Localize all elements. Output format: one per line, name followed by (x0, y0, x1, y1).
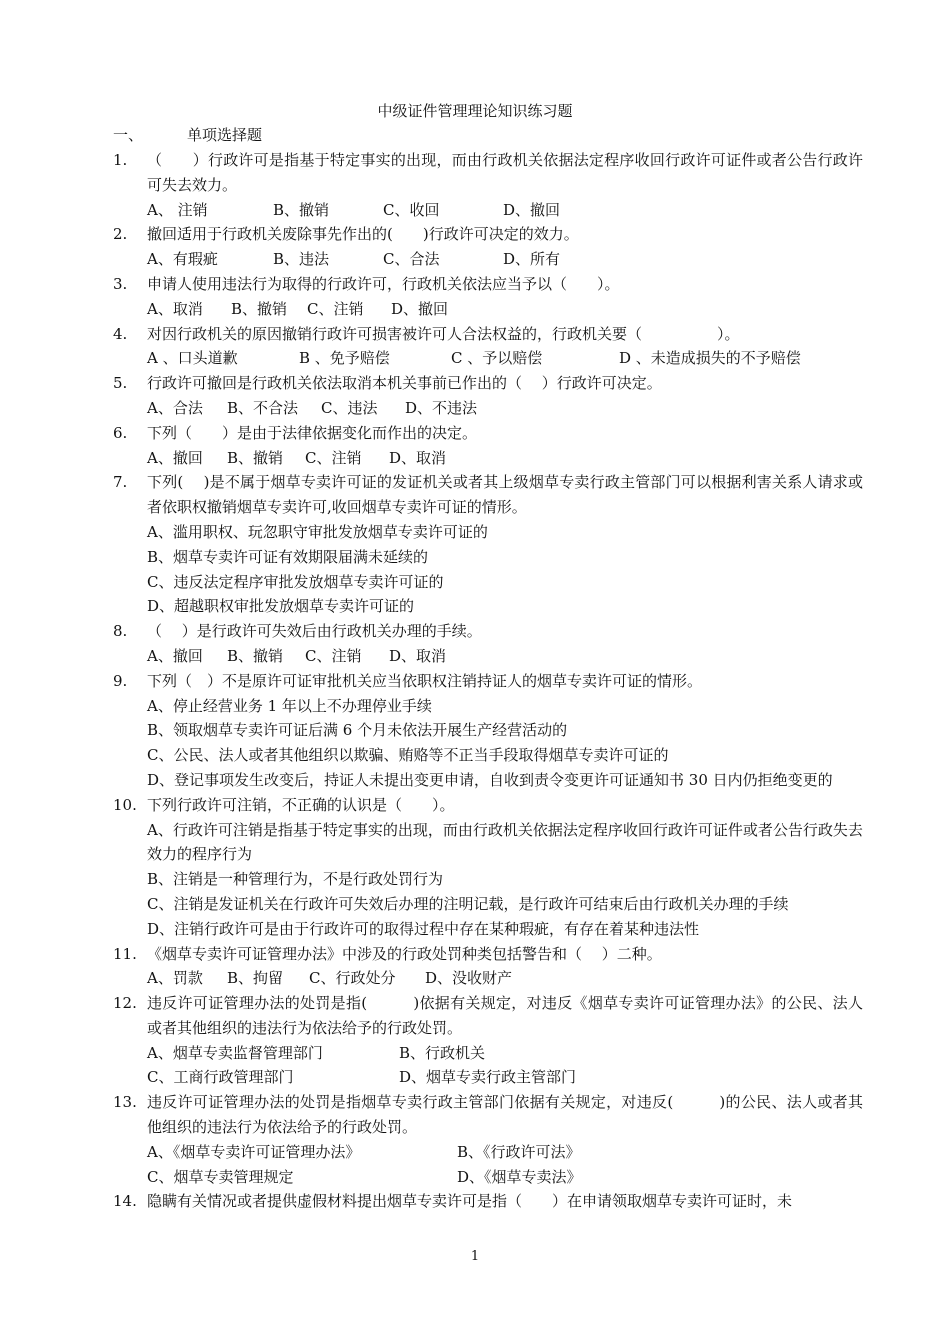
option-b: B、拘留 (227, 969, 284, 988)
option-a: A、罚款 (147, 969, 203, 988)
question-list (113, 148, 863, 1214)
option-b: B、《行政许可法》 (457, 1142, 581, 1161)
option-row (147, 297, 863, 322)
question-item (113, 942, 863, 992)
option-row (147, 247, 863, 272)
option-a: A、 注销 (147, 200, 208, 219)
question-number: 7. (113, 473, 128, 492)
question-text: 下列行政许可注销，不正确的认识是（ ）。 (147, 795, 455, 814)
option-c: C、烟草专卖管理规定 (147, 1167, 294, 1186)
question-text: （ ）行政许可是指基于特定事实的出现，而由行政机关依据法定程序收回行政许可证件或者公告行政许可失去效力。 (147, 151, 863, 194)
question-text: 违反许可证管理办法的处罚是指( )依据有关规定，对违反《烟草专卖许可证管理办法》的公民、法人或者其他组织的违法行为依法给予的行政处罚。 (147, 994, 863, 1037)
question-text: 对因行政机关的原因撤销行政许可损害被许可人合法权益的，行政机关要（ ）。 (147, 324, 740, 343)
question-text: 下列（ ）是由于法律依据变化而作出的决定。 (147, 423, 478, 442)
question-number: 5. (113, 374, 128, 393)
option-b: B、撤销 (227, 646, 284, 665)
option-row (147, 966, 863, 991)
option-a: A、撤回 (147, 448, 203, 467)
option-c: C、行政处分 (309, 969, 396, 988)
option-row (147, 1065, 863, 1090)
question-text: 申请人使用违法行为取得的行政许可，行政机关依法应当予以（ ）。 (147, 274, 620, 293)
option-b: B、行政机关 (399, 1043, 486, 1062)
question-text: 隐瞒有关情况或者提供虚假材料提出烟草专卖许可是指（ ）在申请领取烟草专卖许可证时，未 (147, 1192, 793, 1211)
option-c: C、违法 (321, 398, 378, 417)
option-c: C、收回 (383, 200, 440, 219)
option-d: D、取消 (389, 646, 447, 665)
question-item (113, 470, 863, 619)
question-text: 下列（ ）不是原许可证审批机关应当依职权注销持证人的烟草专卖许可证的情形。 (147, 671, 703, 690)
option-line: C、注销是发证机关在行政许可失效后办理的注明记载，是行政许可结束后由行政机关办理的手续 (147, 894, 789, 913)
question-item (113, 371, 863, 421)
section-title: 单项选择题 (187, 126, 263, 144)
option-a: A、合法 (147, 398, 203, 417)
option-line: A、滥用职权、玩忽职守审批发放烟草专卖许可证的 (147, 522, 488, 541)
option-d: D、所有 (503, 250, 561, 269)
option-c: C、合法 (383, 250, 440, 269)
question-item (113, 619, 863, 669)
option-line: B、领取烟草专卖许可证后满 6 个月未依法开展生产经营活动的 (147, 721, 568, 740)
section-heading (113, 124, 262, 145)
option-line: C、违反法定程序审批发放烟草专卖许可证的 (147, 572, 444, 591)
question-item (113, 1189, 863, 1214)
option-a: A、《烟草专卖许可证管理办法》 (147, 1142, 361, 1161)
option-line: B、烟草专卖许可证有效期限届满未延续的 (147, 547, 429, 566)
page-number: 1 (470, 1249, 480, 1264)
option-d: D、《烟草专卖法》 (457, 1167, 582, 1186)
option-c: C、注销 (305, 448, 362, 467)
option-row (147, 1140, 863, 1165)
question-text: 下列( )是不属于烟草专卖许可证的发证机关或者其上级烟草专卖行政主管部门可以根据利害关系人请求或者依职权撤销烟草专卖许可,收回烟草专卖许可证的情形。 (147, 473, 863, 517)
question-text: 行政许可撤回是行政机关依法取消本机关事前已作出的（ ）行政许可决定。 (147, 374, 662, 393)
option-a: A、有瑕疵 (147, 250, 218, 269)
option-b: B、撤销 (231, 299, 288, 318)
question-number: 11. (113, 944, 137, 963)
option-b: B、不合法 (227, 398, 299, 417)
question-number: 8. (113, 622, 128, 641)
option-line: D、登记事项发生改变后，持证人未提出变更申请，自收到责令变更许可证通知书 30 日内仍拒绝变更的 (147, 770, 833, 789)
option-b: B、撤销 (227, 448, 284, 467)
option-line: A、停止经营业务 1 年以上不办理停业手续 (147, 696, 432, 715)
question-number: 3. (113, 274, 128, 293)
question-item (113, 272, 863, 322)
option-d: D 、未造成损失的不予赔偿 (619, 349, 801, 368)
option-a: A 、口头道歉 (147, 349, 238, 368)
option-line: D、注销行政许可是由于行政许可的取得过程中存在某种瑕疵，有存在着某种违法性 (147, 919, 700, 938)
section-number: 一、 (113, 126, 144, 144)
option-d: D、撤回 (503, 200, 561, 219)
question-number: 14. (113, 1192, 137, 1211)
question-number: 13. (113, 1093, 137, 1112)
question-number: 6. (113, 423, 128, 442)
question-text: 撤回适用于行政机关废除事先作出的( )行政许可决定的效力。 (147, 225, 579, 244)
question-text: 违反许可证管理办法的处罚是指烟草专卖行政主管部门依据有关规定，对违反( )的公民、法人或者其他组织的违法行为依法给予的行政处罚。 (147, 1093, 863, 1137)
option-line: D、超越职权审批发放烟草专卖许可证的 (147, 597, 415, 616)
question-text: （ ）是行政许可失效后由行政机关办理的手续。 (147, 622, 482, 641)
option-c: C 、予以赔偿 (451, 349, 543, 368)
option-row (147, 346, 863, 371)
option-d: D、不违法 (405, 398, 478, 417)
page-title: 中级证件管理理论知识练习题 (377, 102, 573, 120)
question-item (113, 1090, 863, 1189)
option-d: D、撤回 (391, 299, 449, 318)
option-c: C、工商行政管理部门 (147, 1068, 294, 1087)
question-item (113, 793, 863, 942)
question-item (113, 991, 863, 1090)
option-a: A、取消 (147, 299, 203, 318)
option-row (147, 1165, 863, 1190)
question-text: 《烟草专卖许可证管理办法》中涉及的行政处罚种类包括警告和（ ）二种。 (147, 944, 662, 963)
option-line: B、注销是一种管理行为，不是行政处罚行为 (147, 870, 444, 889)
question-number: 10. (113, 795, 137, 814)
question-item (113, 222, 863, 272)
option-c: C、注销 (307, 299, 364, 318)
question-number: 12. (113, 994, 137, 1013)
option-d: D、烟草专卖行政主管部门 (399, 1068, 577, 1087)
option-row (147, 644, 863, 669)
option-row (147, 1041, 863, 1066)
question-item (113, 148, 863, 222)
option-b: B、撤销 (273, 200, 330, 219)
question-item (113, 669, 863, 793)
option-row (147, 198, 863, 223)
question-number: 4. (113, 324, 128, 343)
question-item (113, 421, 863, 471)
option-c: C、注销 (305, 646, 362, 665)
question-number: 9. (113, 671, 128, 690)
question-number: 1. (113, 151, 128, 169)
option-d: D、取消 (389, 448, 447, 467)
option-row (147, 446, 863, 471)
question-number: 2. (113, 225, 128, 244)
question-item (113, 322, 863, 372)
option-d: D、没收财产 (425, 969, 513, 988)
option-row (147, 396, 863, 421)
option-line: C、公民、法人或者其他组织以欺骗、贿赂等不正当手段取得烟草专卖许可证的 (147, 746, 669, 765)
option-b: B、违法 (273, 250, 330, 269)
option-b: B 、免予赔偿 (299, 349, 390, 368)
option-a: A、撤回 (147, 646, 203, 665)
option-a: A、烟草专卖监督管理部门 (147, 1043, 323, 1062)
option-line: A、行政许可注销是指基于特定事实的出现，而由行政机关依据法定程序收回行政许可证件或者公告行政失去效力的程序行为 (147, 820, 863, 864)
